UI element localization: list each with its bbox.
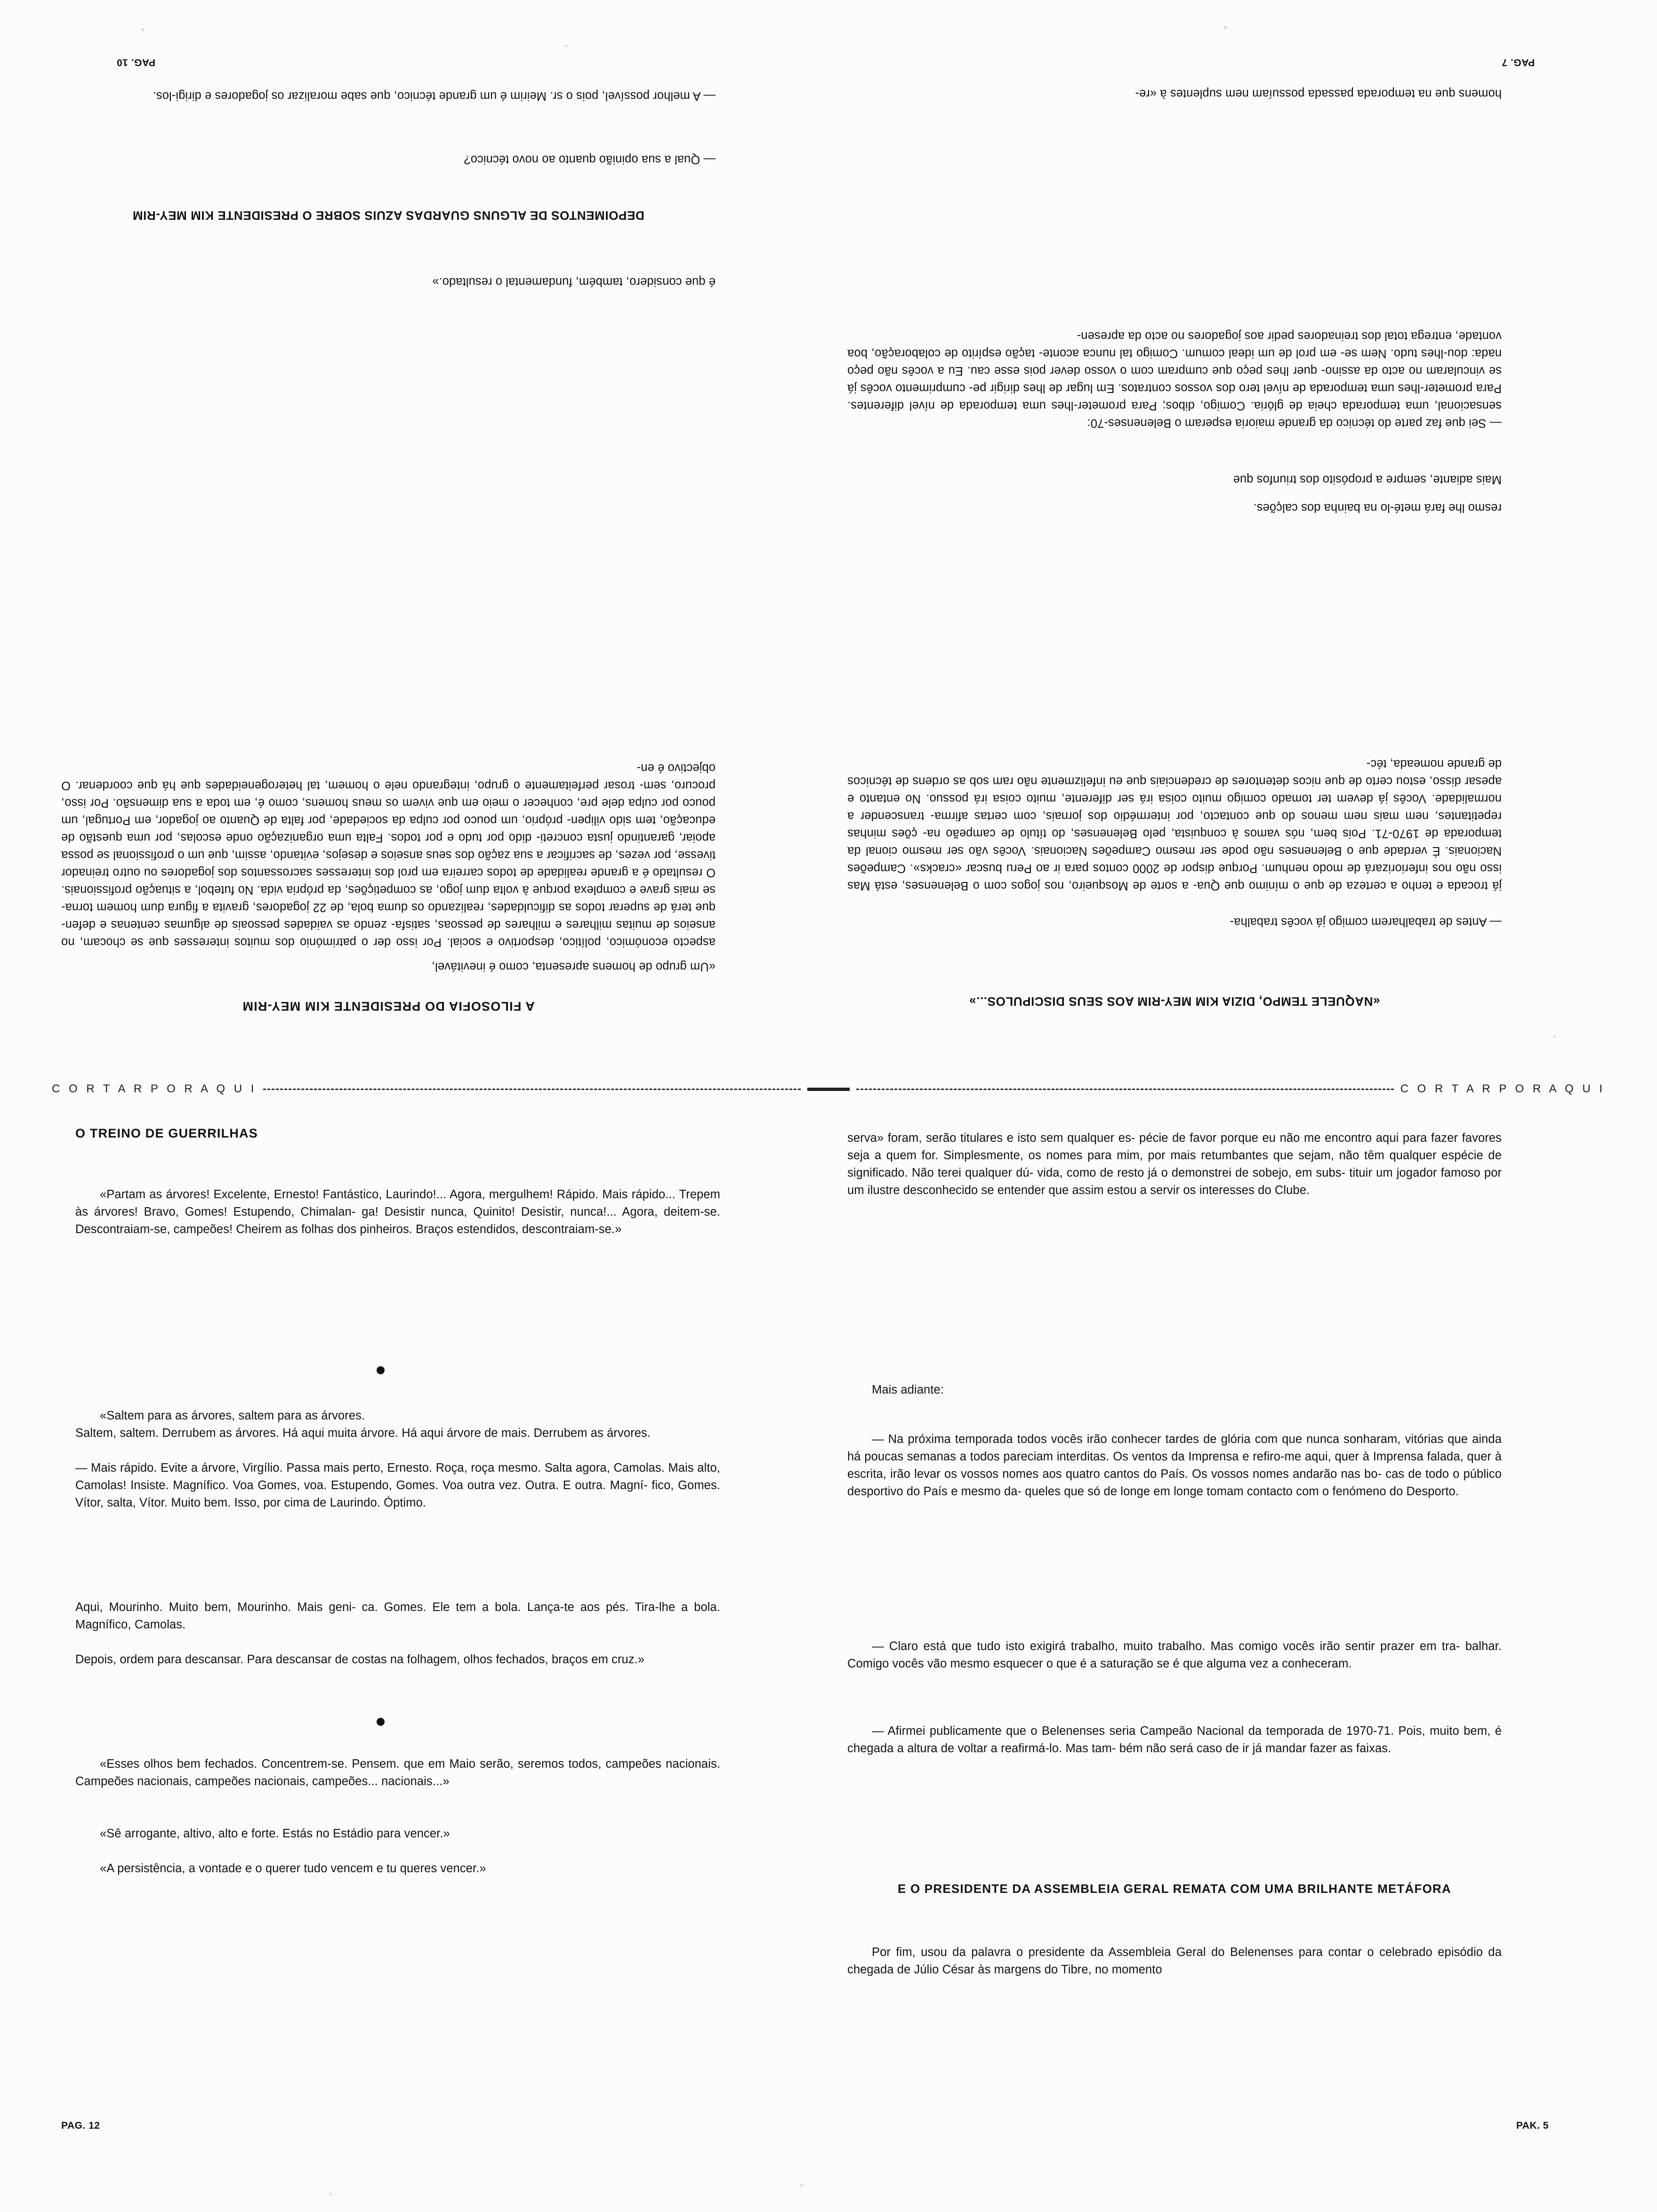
top-left-paragraph-1: é que considero, também, fundamental o resultado.» <box>432 275 716 289</box>
bottom-right-heading: E O PRESIDENTE DA ASSEMBLEIA GERAL REMATA COM UMA BRILHANTE METÁFORA <box>897 1882 1451 1896</box>
top-right-paragraph-7: — Antes de trabalharem comigo já vocês trabalha- <box>1230 915 1502 929</box>
bottom-right-paragraph-2: Mais adiante: <box>872 1383 944 1396</box>
scan-speck <box>800 2184 803 2187</box>
bottom-left-paragraph-2: «Saltem para as árvores, saltem para as árvores. <box>100 1409 365 1422</box>
top-right-paragraph-3: — Sei que faz parte do técnico da grande maioria esperam o Belenenses-70: <box>1087 417 1502 430</box>
cut-here-line <box>52 1082 1605 1096</box>
section-bullet-1 <box>377 1366 385 1374</box>
bottom-left-paragraph-7: «Esses olhos bem fechados. Concentrem-se. Pensem. que em Maio serão, seremos todos, campeões nacionais. Campeões nacionais, campeões nacionais, campeões... nacionais...» <box>75 1757 720 1788</box>
top-right-paragraph-5: resmo lhe fará meté-lo na bainha dos calções. <box>1253 501 1502 514</box>
bottom-left-paragraph-9: «A persistência, a vontade e o querer tudo vencem e tu queres vencer.» <box>100 1862 486 1875</box>
top-right-paragraph-4: Mais adiante, sempre a propósito dos triunfos que <box>1233 473 1502 486</box>
bottom-right-paragraph-1: serva» foram, serão titulares e isto sem qualquer es- pécie de favor porque eu não me encontro aqui para fazer favores seja a quem for. Simplesmente, os nomes para mim, por mais retumbantes que sejam, não têm qualquer espécie de significado. Não terei qualquer dú- vida, como de resto já o demonstrei de sobejo, em subs- tituir um jogador famoso por um ilustre desconhecido se entender que assim estou a servir os interesses do Clube. <box>847 1131 1502 1197</box>
bottom-left-paragraph-8: «Sê arrogante, altivo, alto e forte. Estás no Estádio para vencer.» <box>100 1827 450 1840</box>
scan-speck <box>141 28 144 31</box>
top-left-paragraph-3: «Um grupo de homens apresenta, como é inevitável, <box>431 960 716 973</box>
scan-speck <box>330 2193 332 2196</box>
bottom-left-paragraph-5: Aqui, Mourinho. Muito bem, Mourinho. Mais geni- ca. Gomes. Ele tem a bola. Lança-te aos pés. Tira-lhe a bola. Magnífico, Camolas. <box>75 1601 720 1631</box>
bottom-left-paragraph-1: «Partam as árvores! Excelente, Ernesto! Fantástico, Laurindo!... Agora, mergulhem! Rápido. Mais rápido... Trepem às árvores! Bravo, Gomes! Estupendo, Chimalan- ga! Desistir nunca, Quinito! Desistir, nunca!... Agora, deitem-se. Descontraiam-se, campeões! Cheirem as folhas dos pinheiros. Braços estendidos, descontraiam-se.» <box>75 1188 720 1236</box>
top-left-paragraph-2: aspecto económico, político, desportivo e social. Por isso der o património dos muitos interesses que se chocam, no anseios de muitas milhares e milhares de pessoas, satisfa- zendo as vaidades pessoais de algumas centenas e defen- que terá de superar todos as dificuldades, realizando os duma bola, de 22 jogadores, gravita a figura dum homem torna-se mais grave e complexa porque à volta dum jogo, as competições, da própria vida. No futebol, a situação profissionais. O resultado é a grande realidade de todos carreira em prol dos interesses sacrossantos dos jogadores ou outro treinador tivesse, por vezes, de sacrificar a sua zação dos seus anseios e desejos, evitando, assim, que um o profissional se possa apoiar, garantindo justa concreti- dido por tudo e por todos. Falta uma organização onde escolas, por uma questão de educação, tem sido vilipen- próprio, um pouco por culpa da sociedade, por falta de Quanto ao jogador, em Portugal, um pouco por culpa dele pre, conhecer o meio em que vivem os meus homens, como é, em toda a sua dimensão. Por isso, procuro, sem- trosar perfeitamente o grupo, integrando nele o homem, tal heterogeneidades que há que coordenar. O objectivo é en- <box>61 761 716 949</box>
folio-bottom-right: PAK. 5 <box>1516 2120 1549 2131</box>
bottom-left-paragraph-4: — Mais rápido. Evite a árvore, Virgílio. Passa mais perto, Ernesto. Roça, roça mesmo. Salta agora, Camolas. Mais alto, Camolas! Insiste. Magnífico. Voa Gomes, voa. Estupendo, Gomes. Voa outra vez. Outra. E outra. Magní- fico, Gomes. Vítor, salta, Vítor. Muito bem. Isso, por cima de Laurindo. Óptimo. <box>75 1461 720 1509</box>
top-left-line-1: — Qual a sua opinião quanto ao novo técnico? <box>464 153 716 166</box>
cut-dashes-left <box>263 1089 801 1090</box>
scan-speck <box>1553 1035 1556 1038</box>
cut-dash-solid <box>807 1088 850 1091</box>
bottom-right-paragraph-4: — Claro está que tudo isto exigirá trabalho, muito trabalho. Mas comigo vocês irão sentir prazer em tra- balhar. Comigo vocês vão mesmo esquecer o que é a saturação se é que alguma vez a conheceram. <box>847 1640 1502 1670</box>
top-left-line-2: — A melhor possível, pois o sr. Meirim é um grande técnico, que sabe moralizar os jogadores e dirigi-los. <box>153 89 716 103</box>
bottom-right-paragraph-6: Por fim, usou da palavra o presidente da Assembleia Geral do Belenenses para contar o celebrado episódio da chegada de Júlio César às margens do Tibre, no momento <box>847 1946 1502 1976</box>
cut-dashes-right <box>856 1089 1394 1090</box>
top-right-paragraph-2: sensacional, uma temporada cheia de glória. Comigo, dibos; Para prometer-lhes uma temporada de nível diferentes. Para prometer-lhes uma temporada de nível tero dos vossos contratos. Em lugar de lhes dirigir pe- cumprimento vocês já se vincularam no acto da assino- quer lhes peço que cumpram com o vosso dever pois esse cau. Eu a vocês não peço nada: dou-lhes tudo. Nem se- em prol de um ideal comum. Comigo tal nunca aconte- tação espírito de colaboração, boa vontade, entrega total dos treinadores pedir aos jogadores no acto da apresen- <box>847 329 1502 412</box>
folio-top-left: PAG. 10 <box>116 57 155 68</box>
top-right-paragraph-6: já trocada e tenho a certeza de que o mínimo que Qua- a sorte de Mosqueiro, nos jogos com o Belenenses, está Mas isso não nos inferiorizará de modo nenhum. Porque dispor de 2000 contos para ir ao Peru buscar «cracks». Campeões Nacionais. É verdade que o Belenenses não pode ser mesmo Campeões Nacionais. Vocês vão ser mesmo cional da temporada de 1970-71. Pois bem, nós vamos à conquista, pelo Belenenses, do título de campeão na- ções minhas repetitantes, nem mais nem menos do que contacto, por intermédio dos jornais, com certas afirma- transcender a normalidade. Vocês já devem ter tomado comigo muito coisa irá ser diferente, muito coisa irá possuo. No entanto e apesar disso, estou certo de que nicos detentores de credenciais que eu infelizmente não ram sob as ordens de técnicos de grande nomeada, téc- <box>847 757 1502 892</box>
top-right-paragraph-1: homens que na temporada passada possuíam nem suplentes à «re- <box>1135 87 1502 100</box>
bottom-right-paragraph-3: — Na próxima temporada todos vocês irão conhecer tardes de glória com que nunca sonharam, vitórias que ainda há poucas semanas a todos pareciam interditas. Os ventos da Imprensa e refiro-me aqui, quer à Imprensa falada, quer à escrita, irão levar os vossos nomes aos quatro cantos do País. Os vossos nomes andarão nas bo- cas de todo o público desportivo do País e mesmo da- queles que só de longe em longe tomam contacto com o fenómeno do Desporto. <box>847 1433 1502 1498</box>
bottom-left-paragraph-6: Depois, ordem para descansar. Para descansar de costas na folhagem, olhos fechados, braços em cruz.» <box>75 1653 645 1666</box>
top-left-heading-filosofia: A FILOSOFIA DO PRESIDENTE KIM MEY-RIM <box>242 999 535 1013</box>
top-right-heading-naquele-tempo: «NAQUELE TEMPO, DIZIA KIM MEY-RIM AOS SEUS DISCIPULOS...» <box>969 994 1380 1009</box>
folio-bottom-left: PAG. 12 <box>61 2120 100 2131</box>
folio-top-right: PAG. 7 <box>1502 57 1535 68</box>
section-bullet-2 <box>377 1718 385 1726</box>
scan-speck <box>1224 26 1227 29</box>
scan-speck <box>565 45 567 47</box>
bottom-left-heading: O TREINO DE GUERRILHAS <box>75 1126 258 1140</box>
top-left-heading-depoimentos: DEPOIMENTOS DE ALGUNS GUARDAS AZUIS SOBRE O PRESIDENTE KIM MEY-RIM <box>132 208 644 223</box>
bottom-left-paragraph-3: Saltem, saltem. Derrubem as árvores. Há aqui muita árvore. Há aqui árvore de mais. Derrubem as árvores. <box>75 1427 651 1440</box>
cut-label-left: C O R T A R P O R A Q U I <box>52 1082 257 1095</box>
bottom-right-paragraph-5: — Afirmei publicamente que o Belenenses seria Campeão Nacional da temporada de 1970-71. Pois, muito bem, é chegada a altura de voltar a reafirmá-lo. Mas tam- bém não será caso de ir já mandar fazer as faixas. <box>847 1724 1502 1755</box>
cut-label-right: C O R T A R P O R A Q U I <box>1400 1082 1605 1095</box>
